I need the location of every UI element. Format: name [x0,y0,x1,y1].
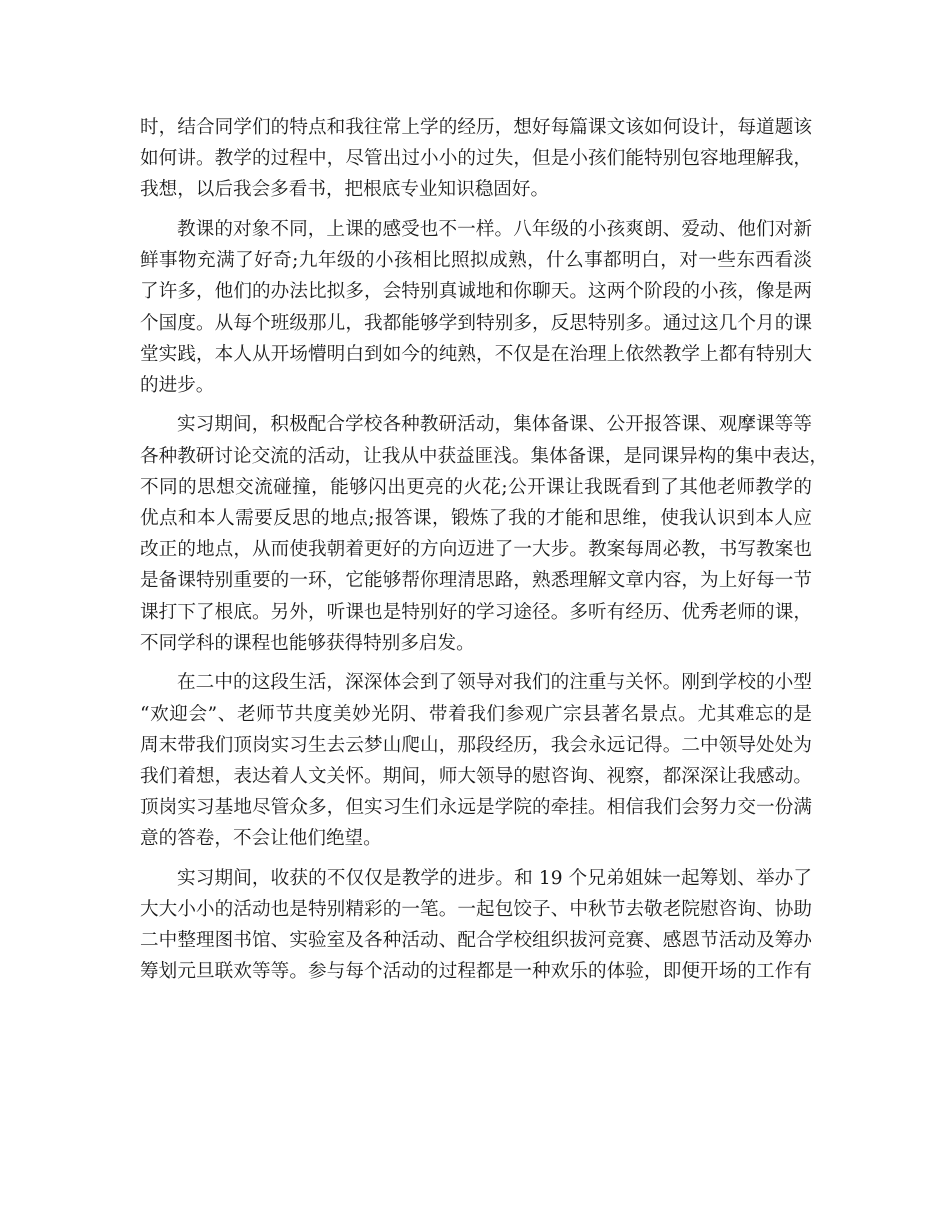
text-line: 不同的思想交流碰撞，能够闪出更亮的火花;公开课让我既看到了其他老师教学的 [140,476,812,498]
text-line: 优点和本人需要反思的地点;报答课，锻炼了我的才能和思维，使我认识到本人应 [140,508,812,530]
text-line: 是备课特别重要的一环，它能够帮你理清思路，熟悉理解文章内容，为上好每一节 [140,570,812,592]
text-line: 鲜事物充满了好奇;九年级的小孩相比照拟成熟，什么事都明白，对一些东西看淡 [140,250,812,272]
text-line: 周末带我们顶岗实习生去云梦山爬山，那段经历，我会永远记得。二中领导处处为 [140,734,812,756]
text-line: 我想，以后我会多看书，把根底专业知识稳固好。 [140,179,550,201]
text-line: 堂实践，本人从开场懵明白到如今的纯熟，不仅是在治理上依然教学上都有特别大 [140,343,812,365]
text-line: 大大小小的活动也是特别精彩的一笔。一起包饺子、中秋节去敬老院慰咨询、协助 [140,899,812,921]
text-line: 教课的对象不同，上课的感受也不一样。八年级的小孩爽朗、爱动、他们对新 [177,218,812,240]
text-line: 如何讲。教学的过程中，尽管出过小小的过失，但是小孩们能特别包容地理解我， [140,148,812,170]
text-line: 实习期间，收获的不仅仅是教学的进步。和 19 个兄弟姐妹一起筹划、举办了 [177,867,812,889]
paragraph-5 [140,863,812,988]
text-line: 实习期间，积极配合学校各种教研活动，集体备课、公开报答课、观摩课等等 [177,414,812,436]
text-line: 时，结合同学们的特点和我往常上学的经历，想好每篇课文该如何设计，每道题该 [140,117,812,138]
paragraph-3 [140,409,828,659]
text-line: 二中整理图书馆、实验室及各种活动、配合学校组织拔河竞赛、感恩节活动及筹办 [140,930,812,952]
text-line: 改正的地点，从而使我朝着更好的方向迈进了一大步。教案每周必教，书写教案也 [140,539,812,561]
paragraph-4 [140,667,812,854]
text-line: 筹划元旦联欢等等。参与每个活动的过程都是一种欢乐的体验，即便开场的工作有 [140,961,812,983]
text-line: 不同学科的课程也能够获得特别多启发。 [140,632,475,654]
text-line: 在二中的这段生活，深深体会到了领导对我们的注重与关怀。刚到学校的小型 [177,672,812,694]
text-line: 顶岗实习基地尽管众多，但实习生们永远是学院的牵挂。相信我们会努力交一份满 [140,797,812,819]
text-line: 我们着想，表达着人文关怀。期间，师大领导的慰咨询、视察，都深深让我感动。 [140,765,812,787]
text-line: 课打下了根底。另外，听课也是特别好的学习途径。多听有经历、优秀老师的课， [140,601,812,623]
paragraph-1 [140,112,812,206]
paragraph-2 [140,214,812,401]
document-body [140,112,828,996]
text-line: 意的答卷，不会让他们绝望。 [140,828,382,850]
text-line: 各种教研讨论交流的活动，让我从中获益匪浅。集体备课，是同课异构的集中表达， [140,445,828,467]
text-line: 了许多，他们的办法比拟多，会特别真诚地和你聊天。这两个阶段的小孩，像是两 [140,281,812,303]
text-line: 个国度。从每个班级那儿，我都能够学到特别多，反思特别多。通过这几个月的课 [140,312,812,334]
text-line: “欢迎会”、老师节共度美妙光阴、带着我们参观广宗县著名景点。尤其难忘的是 [140,703,812,725]
text-line: 的进步。 [140,374,215,396]
